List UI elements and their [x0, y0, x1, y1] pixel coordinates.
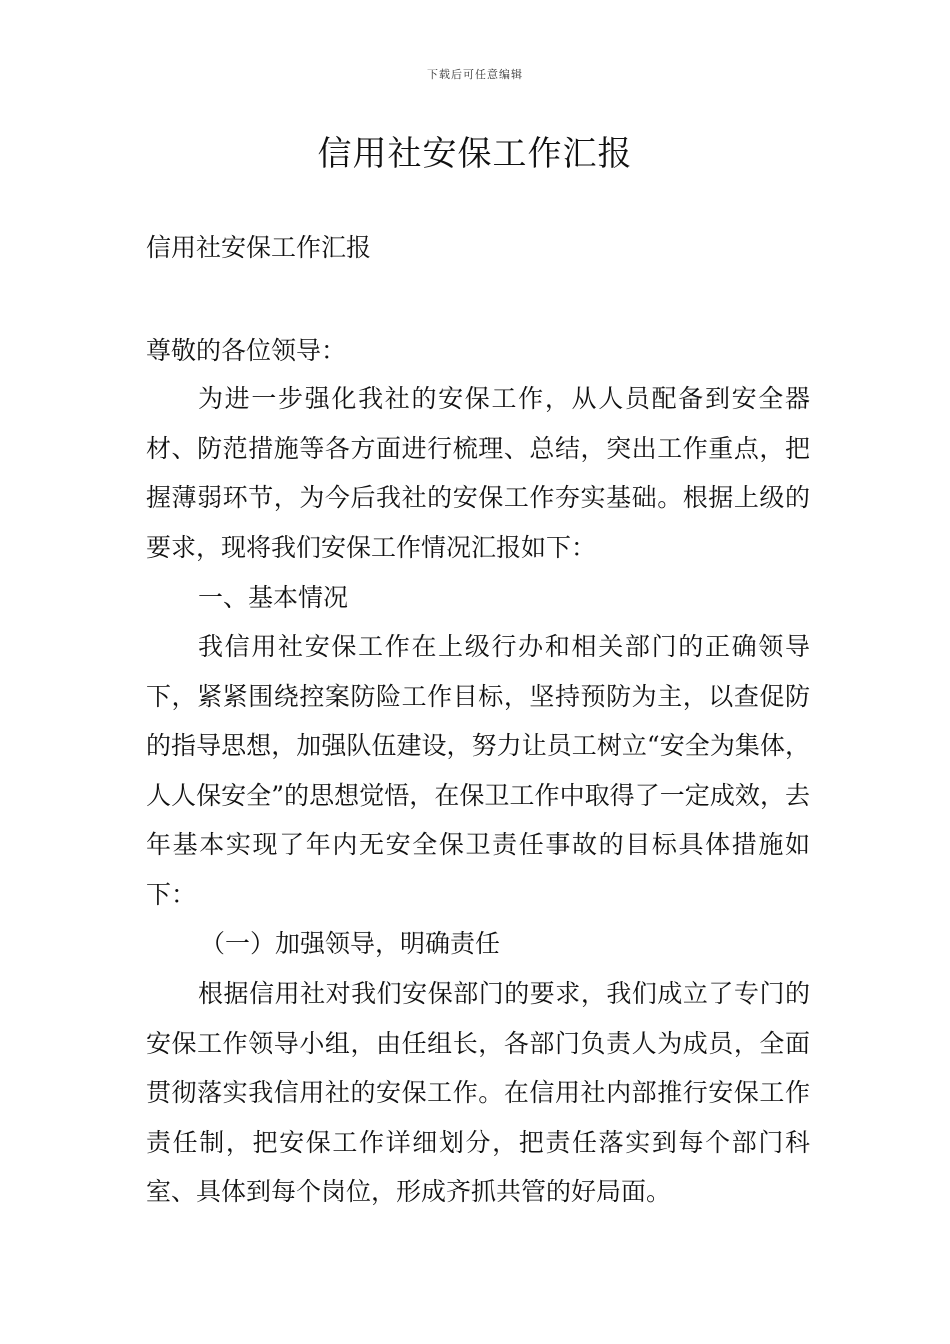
paragraph-intro: 为进一步强化我社的安保工作，从人员配备到安全器材、防范措施等各方面进行梳理、总结，突出工作重点，把握薄弱环节，为今后我社的安保工作夯实基础。根据上级的要求，现将我们安保工作情况汇报如下：	[146, 384, 810, 562]
document-title: 信用社安保工作汇报	[317, 134, 633, 174]
paragraph-basic-situation: 我信用社安保工作在上级行办和相关部门的正确领导下，紧紧围绕控案防险工作目标，坚持预防为主，以查促防的指导思想，加强队伍建设，努力让员工树立“安全为集体，人人保安全”的思想觉悟，在保卫工作中取得了一定成效，去年基本实现了年内无安全保卫责任事故的目标具体措施如下：	[146, 632, 810, 909]
document-subtitle: 信用社安保工作汇报	[146, 233, 372, 262]
section-heading-basic: 一、基本情况	[198, 583, 349, 612]
header-note: 下载后可任意编辑	[427, 68, 523, 81]
salutation: 尊敬的各位领导：	[146, 336, 347, 365]
subsection-heading-leadership: （一）加强领导，明确责任	[200, 929, 501, 958]
paragraph-leadership: 根据信用社对我们安保部门的要求，我们成立了专门的安保工作领导小组，由任组长，各部门负责人为成员，全面贯彻落实我信用社的安保工作。在信用社内部推行安保工作责任制，把安保工作详细划分，把责任落实到每个部门科室、具体到每个岗位，形成齐抓共管的好局面。	[146, 979, 810, 1206]
